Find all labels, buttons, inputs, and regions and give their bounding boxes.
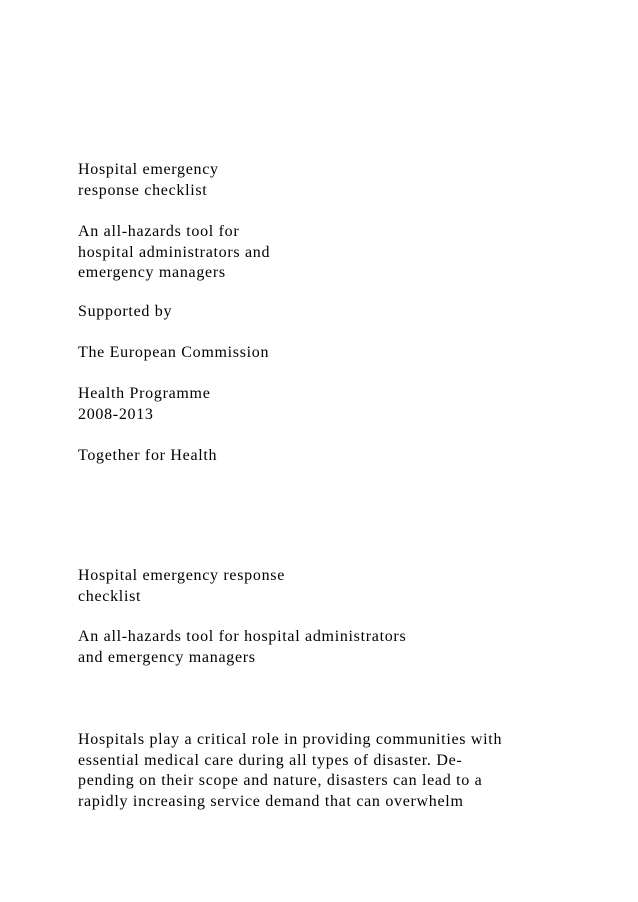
text-line: response checklist <box>78 181 208 199</box>
text-line: Hospital emergency <box>78 161 219 178</box>
text-line: Health Programme <box>78 385 211 402</box>
text-line: rapidly increasing service demand that can overwhelm <box>78 792 464 810</box>
text-line: pending on their scope and nature, disasters can lead to a <box>78 772 483 789</box>
intro-paragraph <box>78 730 502 812</box>
inner-subtitle <box>78 627 406 668</box>
cover-title <box>78 160 219 201</box>
programme-slogan <box>78 446 217 467</box>
text-line: hospital administrators and <box>78 243 271 261</box>
text-line: Together for Health <box>78 447 218 464</box>
text-line: checklist <box>78 587 142 605</box>
text-line: essential medical care during all types of disaster. De- <box>78 751 463 769</box>
text-line: An all-hazards tool for hospital administrators <box>78 628 407 645</box>
cover-subtitle <box>78 222 270 284</box>
inner-title <box>78 566 285 607</box>
text-line: Hospital emergency response <box>78 567 285 584</box>
text-line: 2008-2013 <box>78 405 154 423</box>
text-line: emergency managers <box>78 264 226 281</box>
text-line: Hospitals play a critical role in providing communities with <box>78 731 503 748</box>
text-line: Supported by <box>78 303 173 320</box>
text-line: The European Commission <box>78 344 270 361</box>
sponsor-name <box>78 343 269 364</box>
supported-by-label <box>78 302 172 323</box>
text-line: An all-hazards tool for <box>78 223 240 240</box>
text-line: and emergency managers <box>78 648 256 666</box>
programme-name <box>78 384 211 425</box>
